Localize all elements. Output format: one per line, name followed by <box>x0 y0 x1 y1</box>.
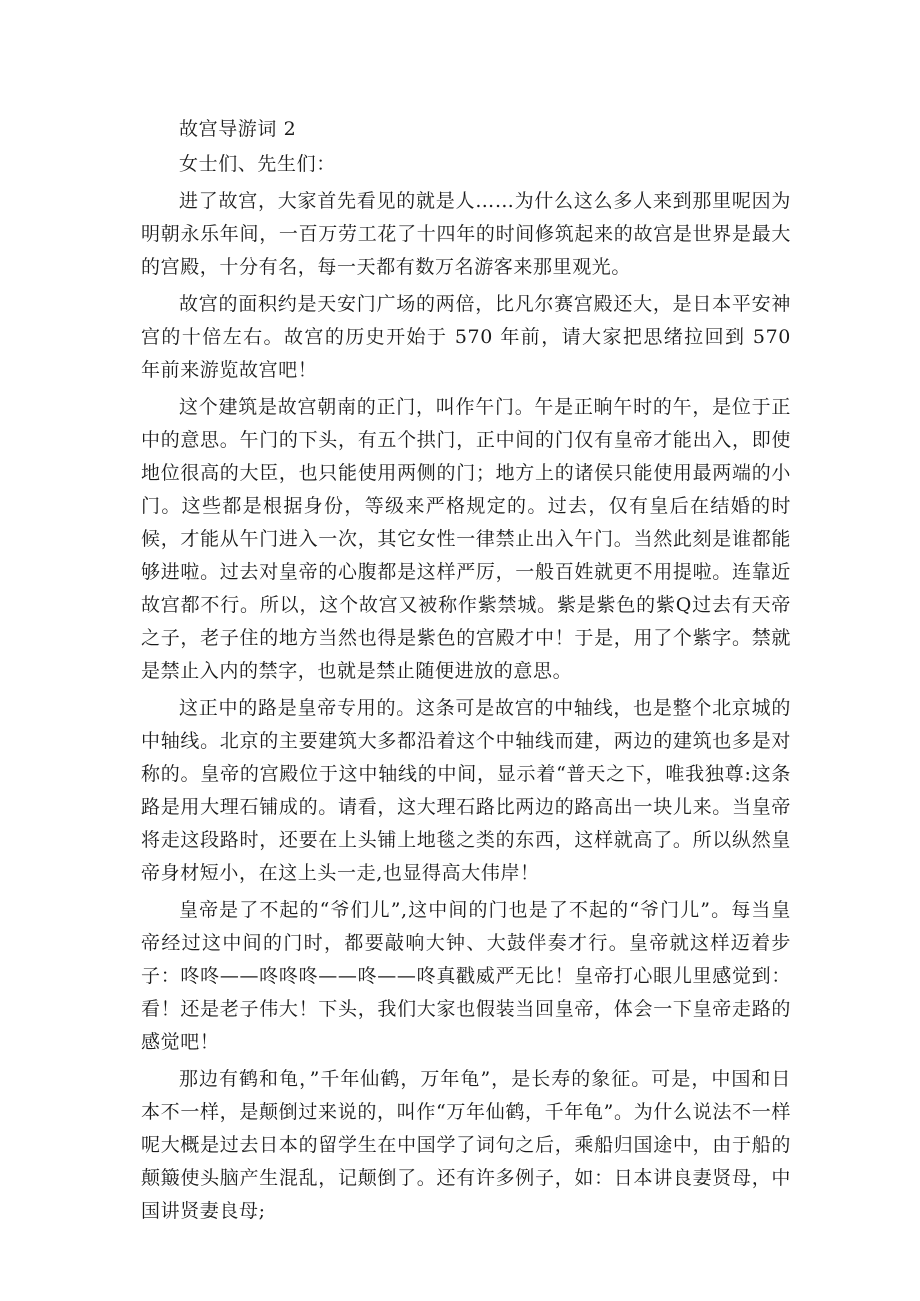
document-body <box>141 113 791 1232</box>
paragraph-3: 这个建筑是故宫朝南的正门，叫作午门。午是正晌午时的午，是位于正中的意思。午门的下头，有五个拱门，正中间的门仅有皇帝才能出入，即使地位很高的大臣，也只能使用两侧的门；地方上的诸侯只能使用最两端的小门。这些都是根据身份，等级来严格规定的。过去，仅有皇后在结婚的时候，才能从午门进入一次，其它女性一律禁止出入午门。当然此刻是谁都能够进啦。过去对皇帝的心腹都是这样严厉，一般百姓就更不用提啦。连靠近故宫都不行。所以，这个故宫又被称作紫禁城。紫是紫色的紫Q过去有天帝之子，老子住的地方当然也得是紫色的宫殿才中！于是，用了个紫字。禁就是禁止入内的禁字，也就是禁止随便进放的意思。 <box>141 396 791 682</box>
paragraph-6: 那边有鹤和龟，”千年仙鹤，万年龟”，是长寿的象征。可是，中国和日本不一样，是颠倒过来说的，叫作“万年仙鹤，千年龟”。为什么说法不一样呢大概是过去日本的留学生在中国学了词句之后，乘船归国途中，由于船的颠簸使头脑产生混乱，记颠倒了。还有许多例子，如：日本讲良妻贤母，中国讲贤妻良母; <box>141 1068 791 1222</box>
document-title: 故宫导游词 2 <box>179 118 297 140</box>
paragraph-5: 皇帝是了不起的“爷们儿”,这中间的门也是了不起的“爷门儿”。每当皇帝经过这中间的门时，都要敲响大钟、大鼓伴奏才行。皇帝就这样迈着步子：咚咚——咚咚咚——咚——咚真戳威严无比！皇帝打心眼儿里感觉到：看！还是老子伟大！下头，我们大家也假装当回皇帝，体会一下皇帝走路的感觉吧！ <box>141 899 791 1053</box>
greeting: 女士们、先生们： <box>179 153 336 175</box>
paragraph-4: 这正中的路是皇帝专用的。这条可是故宫的中轴线，也是整个北京城的中轴线。北京的主要建筑大多都沿着这个中轴线而建，两边的建筑也多是对称的。皇帝的宫殿位于这中轴线的中间，显示着“普天之下，唯我独尊:这条路是用大理石铺成的。请看，这大理石路比两边的路高出一块儿来。当皇帝将走这段路时，还要在上头铺上地毯之类的东西，这样就高了。所以纵然皇帝身材短小，在这上头一走,也显得高大伟岸！ <box>141 697 791 884</box>
paragraph-2: 故宫的面积约是天安门广场的两倍，比凡尔赛宫殿还大，是日本平安神宫的十倍左右。故宫的历史开始于 570 年前，请大家把思绪拉回到 570 年前来游览故宫吧！ <box>141 293 791 381</box>
paragraph-1: 进了故宫，大家首先看见的就是人……为什么这么多人来到那里呢因为明朝永乐年间，一百万劳工花了十四年的时间修筑起来的故宫是世界是最大的宫殿，十分有名，每一天都有数万名游客来那里观光。 <box>141 190 791 278</box>
